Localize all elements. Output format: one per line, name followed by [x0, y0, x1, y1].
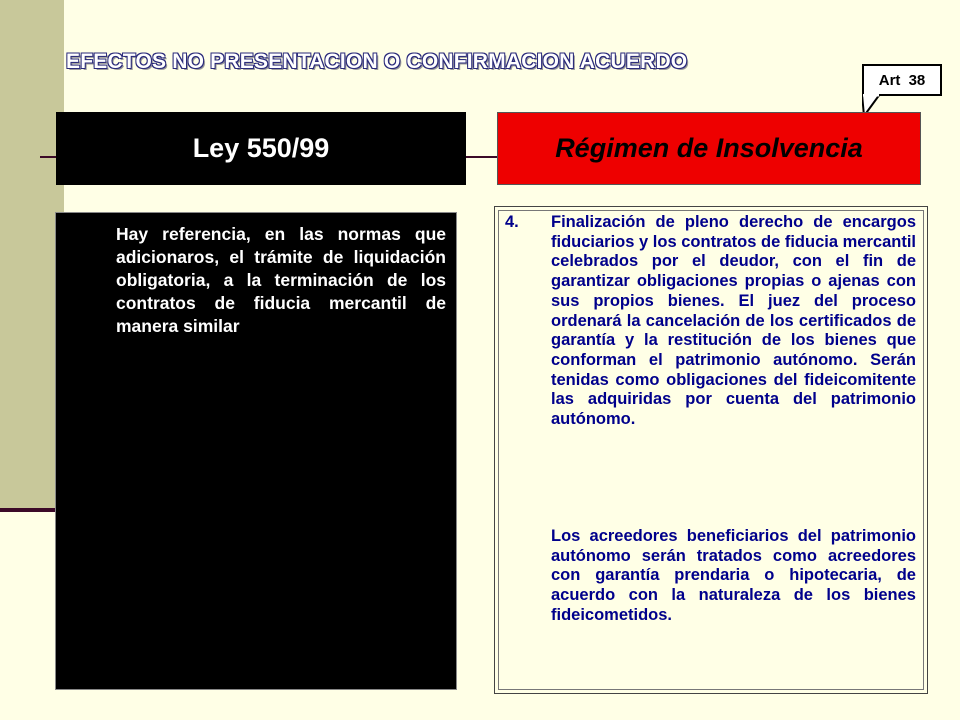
ley-content-text: Hay referencia, en las normas que adicionaros, el trámite de liquidación obligatoria, a la terminación de los contratos de fiducia mercantil de manera similar [116, 224, 446, 336]
connector-line-middle [465, 156, 499, 158]
regimen-paragraph-1: Finalización de pleno derecho de encargos fiduciarios y los contratos de fiducia mercantil celebrados por el deudor, con el fin de garantizar obligaciones propias o ajenas con sus propios bienes. El juez del proceso ordenará la cancelación de los certificados de garantía y la restitución de los bienes que conforman el patrimonio autónomo. Serán tenidas como obligaciones del fideicomitente las adquiridas por cuenta del patrimonio autónomo. [551, 213, 916, 429]
regimen-header: Régimen de Insolvencia [497, 112, 921, 185]
ley-header: Ley 550/99 [56, 112, 466, 185]
article-callout: Art 38 [862, 64, 942, 96]
ley-content-box [55, 212, 457, 690]
side-band-divider [0, 508, 56, 512]
slide-title: EFECTOS NO PRESENTACION O CONFIRMACION ACUERDO [66, 50, 688, 73]
regimen-paragraph-2: Los acreedores beneficiarios del patrimonio autónomo serán tratados como acreedores con garantía prendaria o hipotecaria, de acuerdo con la naturaleza de los bienes fideicometidos. [551, 527, 916, 624]
item-number: 4. [505, 213, 519, 231]
regimen-content-box [494, 206, 928, 694]
